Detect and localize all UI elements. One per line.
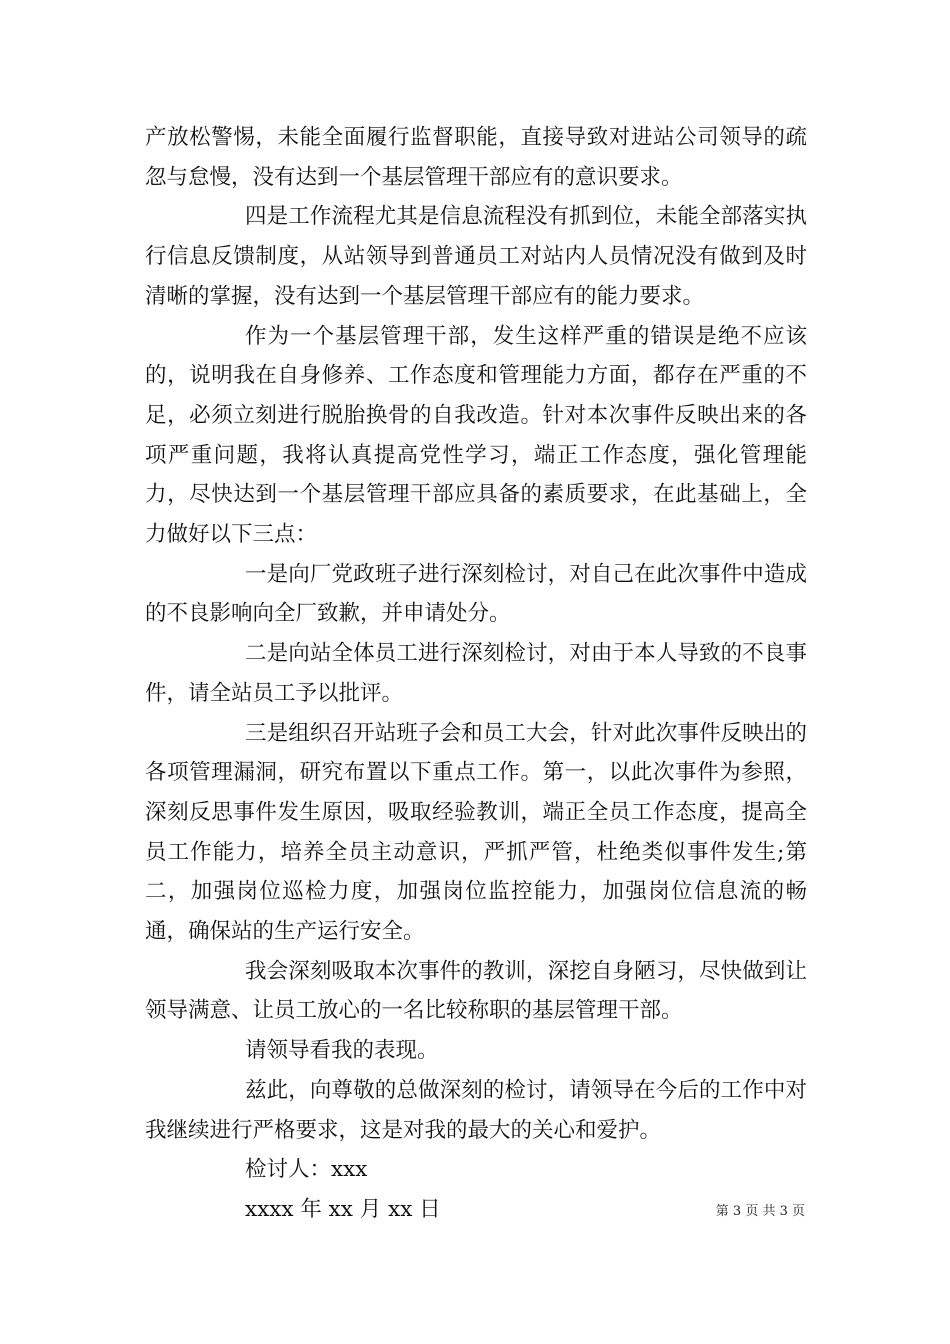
paragraph-action-three: 三是组织召开站班子会和员工大会，针对此次事件反映出的各项管理漏洞，研究布置以下重点工作。第一，以此次事件为参照，深刻反思事件发生原因，吸取经验教训，端正全员工作态度，提高全员工作能力，培养全员主动意识，严抓严管，杜绝类似事件发生;第二，加强岗位巡检力度，加强岗位监控能力，加强岗位信息流的畅通，确保站的生产运行安全。 xyxy=(145,720,807,945)
document-body xyxy=(145,118,807,1230)
paragraph-continuation: 产放松警惕，未能全面履行监督职能，直接导致对进站公司领导的疏忽与怠慢，没有达到一个基层管理干部应有的意识要求。 xyxy=(145,125,807,190)
paragraph-closing: 兹此，向尊敬的总做深刻的检讨，请领导在今后的工作中对我继续进行严格要求，这是对我的最大的关心和爱护。 xyxy=(145,1077,807,1143)
page-footer: 第 3 页 共 3 页 xyxy=(715,1204,805,1219)
paragraph-commitment: 我会深刻吸取本次事件的教训，深挖自身陋习，尽快做到让领导满意、让员工放心的一名比较称职的基层管理干部。 xyxy=(145,958,807,1024)
paragraph-point-four: 四是工作流程尤其是信息流程没有抓到位，未能全部落实执行信息反馈制度，从站领导到普通员工对站内人员情况没有做到及时清晰的掌握，没有达到一个基层管理干部应有的能力要求。 xyxy=(145,204,807,309)
date-line: xxxx 年 xx 月 xx 日 xyxy=(245,1196,441,1222)
paragraph-action-one: 一是向厂党政班子进行深刻检讨，对自己在此次事件中造成的不良影响向全厂致歉，并申请处分。 xyxy=(145,561,807,627)
paragraph-reflection: 作为一个基层管理干部，发生这样严重的错误是绝不应该的，说明我在自身修养、工作态度和管理能力方面，都存在严重的不足，必须立刻进行脱胎换骨的自我改造。针对本次事件反映出来的各项严重问题，我将认真提高党性学习，端正工作态度，强化管理能力，尽快达到一个基层管理干部应具备的素质要求，在此基础上，全力做好以下三点： xyxy=(145,323,807,548)
signature-line: 检讨人：xxx xyxy=(245,1157,368,1183)
paragraph-action-two: 二是向站全体员工进行深刻检讨，对由于本人导致的不良事件，请全站员工予以批评。 xyxy=(145,641,807,706)
paragraph-request: 请领导看我的表现。 xyxy=(245,1038,439,1064)
